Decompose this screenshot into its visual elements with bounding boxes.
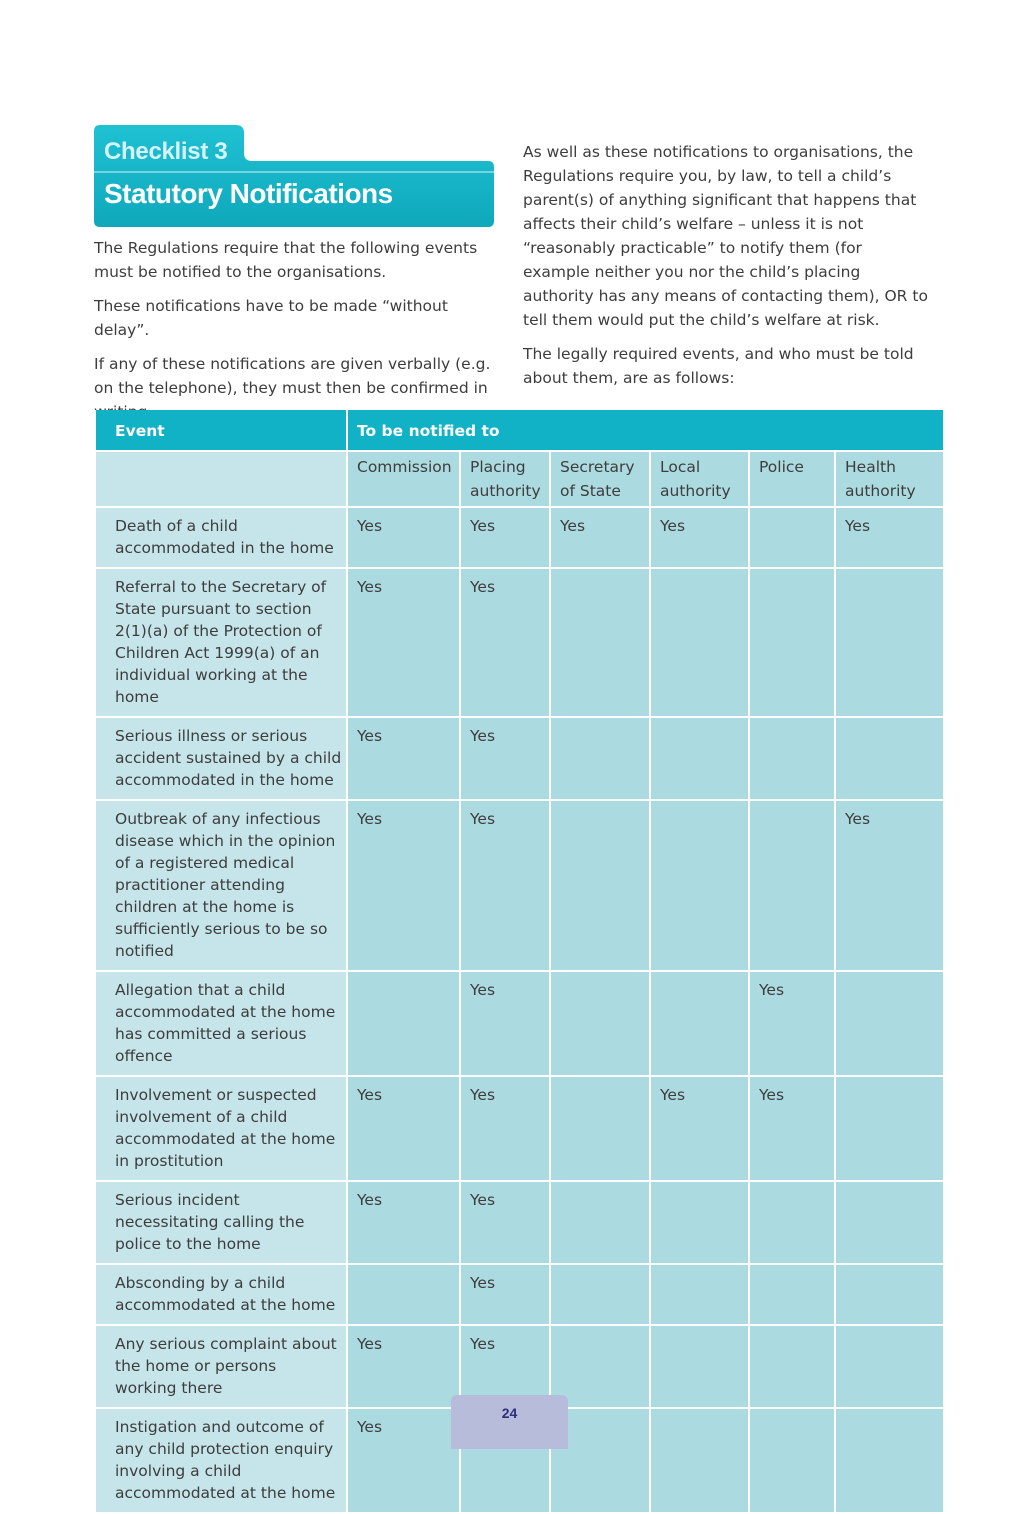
- notification-cell: Yes: [347, 1408, 460, 1513]
- checklist-number: Checklist 3: [104, 138, 228, 165]
- table-header-row: [95, 410, 944, 451]
- notification-cell: [650, 1325, 749, 1408]
- intro-right-column: [523, 140, 928, 400]
- intro-paragraph: The Regulations require that the following events must be notified to the organisations.: [94, 239, 478, 281]
- table-row: [95, 507, 944, 568]
- column-header-secretary-of-state: Secretary of State: [550, 451, 650, 507]
- notification-cell: [650, 800, 749, 971]
- notification-cell: Yes: [460, 717, 550, 800]
- notification-cell: [650, 1181, 749, 1264]
- notification-cell: Yes: [460, 1325, 550, 1408]
- notification-cell: [749, 568, 835, 717]
- notification-cell: [749, 800, 835, 971]
- column-header-police: Police: [749, 451, 835, 507]
- notification-cell: [650, 1264, 749, 1325]
- notification-cell: [650, 971, 749, 1076]
- notification-cell: [749, 1408, 835, 1513]
- event-cell: Serious incident necessitating calling the police to the home: [95, 1181, 347, 1264]
- event-column-header: Event: [95, 410, 347, 451]
- checklist-header: [94, 125, 494, 227]
- intro-paragraph: If any of these notifications are given verbally (e.g. on the telephone), they must then be confirmed in: [94, 355, 491, 397]
- intro-paragraph: As well as these notifications to organisations, the Regulations require you, by law, to tell a child’s parent(s) of anything significant that happens that affects their child’s welfare – unless it is not “reasonably practicable” to notify them (for example neither you nor the child’s placing authority has any means of contacting them), OR to tell them would put the child’s welfare at risk.: [523, 143, 928, 329]
- notification-cell: [749, 1264, 835, 1325]
- notification-cell: Yes: [347, 1181, 460, 1264]
- notification-cell: [835, 1325, 944, 1408]
- notification-cell: [650, 1408, 749, 1513]
- notification-cell: [347, 971, 460, 1076]
- table-row: [95, 800, 944, 971]
- table-row: [95, 1181, 944, 1264]
- notification-cell: [835, 568, 944, 717]
- notification-cell: Yes: [347, 1076, 460, 1181]
- notification-cell: [835, 717, 944, 800]
- notification-cell: Yes: [347, 1325, 460, 1408]
- notification-cell: [347, 1264, 460, 1325]
- notification-cell: Yes: [749, 971, 835, 1076]
- notification-cell: [749, 507, 835, 568]
- notification-cell: [749, 717, 835, 800]
- event-cell: Instigation and outcome of any child protection enquiry involving a child accommodated at the home: [95, 1408, 347, 1513]
- empty-header-cell: [95, 451, 347, 507]
- notification-cell: [550, 1076, 650, 1181]
- notification-cell: [749, 1181, 835, 1264]
- notification-cell: Yes: [650, 507, 749, 568]
- notification-cell: Yes: [550, 507, 650, 568]
- notification-cell: Yes: [460, 1076, 550, 1181]
- notification-cell: [835, 971, 944, 1076]
- notification-cell: [550, 971, 650, 1076]
- event-cell: Referral to the Secretary of State pursuant to section 2(1)(a) of the Protection of Children Act 1999(a) of an individual working at the home: [95, 568, 347, 717]
- notification-cell: Yes: [460, 971, 550, 1076]
- event-cell: Any serious complaint about the home or persons working there: [95, 1325, 347, 1408]
- notification-cell: Yes: [460, 507, 550, 568]
- notification-cell: Yes: [460, 800, 550, 971]
- page-number: 24: [501, 1405, 518, 1421]
- notification-cell: Yes: [650, 1076, 749, 1181]
- table-body: [95, 507, 944, 1513]
- notification-cell: [550, 800, 650, 971]
- event-cell: Absconding by a child accommodated at the home: [95, 1264, 347, 1325]
- notification-cell: [550, 717, 650, 800]
- notification-cell: Yes: [749, 1076, 835, 1181]
- page-title: Statutory Notifications: [104, 178, 393, 209]
- column-header-placing-authority: Placing authority: [460, 451, 550, 507]
- column-header-commission: Commission: [347, 451, 460, 507]
- notification-cell: Yes: [460, 1264, 550, 1325]
- column-header-health-authority: Health authority: [835, 451, 944, 507]
- notification-cell: Yes: [460, 568, 550, 717]
- notification-cell: [835, 1076, 944, 1181]
- event-cell: Involvement or suspected involvement of a child accommodated at the home in prostitution: [95, 1076, 347, 1181]
- notification-cell: Yes: [347, 717, 460, 800]
- notification-cell: Yes: [835, 800, 944, 971]
- event-cell: Allegation that a child accommodated at the home has committed a serious offence: [95, 971, 347, 1076]
- notified-to-header: To be notified to: [347, 410, 944, 451]
- intro-paragraph: The legally required events, and who must be told about them, are as follows:: [523, 345, 914, 387]
- intro-left-column: [94, 236, 496, 434]
- event-cell: Serious illness or serious accident sustained by a child accommodated in the home: [95, 717, 347, 800]
- notification-cell: [835, 1181, 944, 1264]
- table-subheader-row: [95, 451, 944, 507]
- table-row: [95, 717, 944, 800]
- event-cell: Death of a child accommodated in the home: [95, 507, 347, 568]
- notifications-table: [94, 410, 945, 1514]
- intro-paragraph: These notifications have to be made “without delay”.: [94, 297, 448, 339]
- table-row: [95, 971, 944, 1076]
- notification-cell: Yes: [347, 507, 460, 568]
- notification-cell: Yes: [347, 800, 460, 971]
- event-cell: Outbreak of any infectious disease which in the opinion of a registered medical practitioner attending children at the home is sufficiently serious to be so notified: [95, 800, 347, 971]
- table-row: [95, 1076, 944, 1181]
- table-row: [95, 568, 944, 717]
- notification-cell: [550, 568, 650, 717]
- notification-cell: [749, 1325, 835, 1408]
- notification-cell: [550, 1181, 650, 1264]
- notification-cell: Yes: [347, 568, 460, 717]
- notification-cell: [550, 1264, 650, 1325]
- column-header-local-authority: Local authority: [650, 451, 749, 507]
- notification-cell: [835, 1408, 944, 1513]
- notification-cell: [650, 568, 749, 717]
- notification-cell: Yes: [835, 507, 944, 568]
- page-number-tab: [451, 1395, 568, 1449]
- notification-cell: Yes: [460, 1181, 550, 1264]
- notification-cell: [650, 717, 749, 800]
- table-row: [95, 1264, 944, 1325]
- notification-cell: [835, 1264, 944, 1325]
